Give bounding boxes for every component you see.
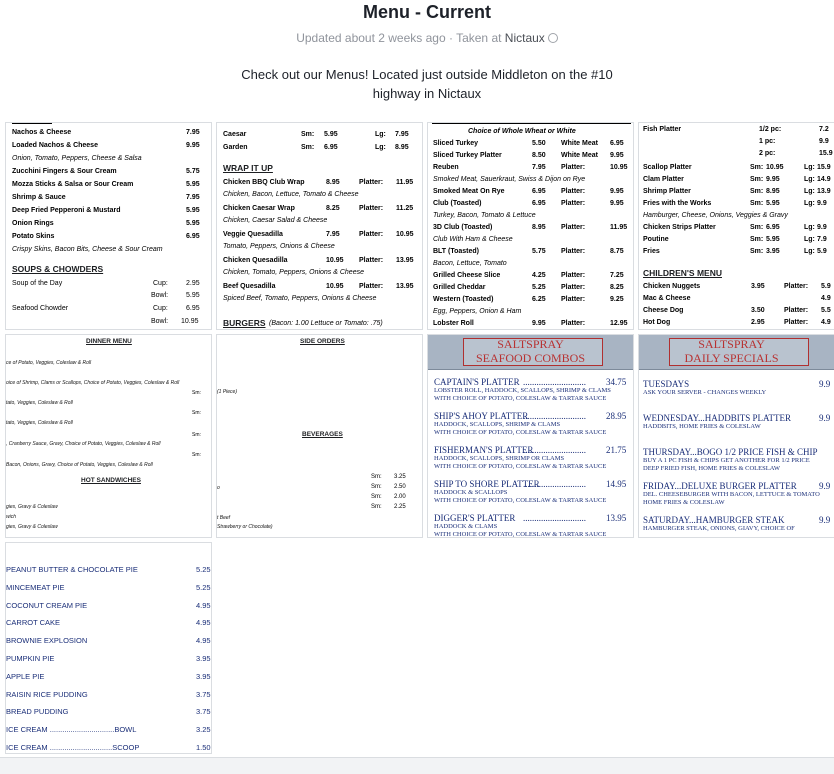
item-name: Mac & Cheese [643, 295, 691, 302]
combo-description: WITH CHOICE OF POTATO, COLESLAW & TARTAR SAUCE [434, 395, 607, 402]
dessert-price: 3.95 [196, 654, 211, 663]
side-orders-heading: SIDE ORDERS [300, 338, 345, 345]
platter-label: Platter: [784, 307, 809, 314]
sm-price: 8.95 [766, 188, 780, 195]
fish-size-label: 1 pc: [759, 138, 776, 145]
item-price: 4.25 [532, 272, 546, 279]
item-description: Chicken, Tomato, Peppers, Onions & Cheese [223, 269, 364, 276]
soup-cup-price: 2.95 [186, 280, 200, 287]
right-price: 9.95 [610, 188, 624, 195]
album-description [0, 65, 834, 103]
combo-description: HADDOCK & SCALLOPS [434, 489, 508, 496]
item-name: Nachos & Cheese [12, 129, 72, 136]
lg-label: Lg: [375, 131, 386, 138]
bev-fragment: Strawberry or Chocolate) [217, 524, 273, 530]
hot-sandwiches-heading: HOT SANDWICHES [81, 477, 141, 484]
right-price: 8.25 [610, 284, 624, 291]
item-price: 8.95 [326, 179, 340, 186]
item-name: Beef Quesadilla [223, 283, 276, 290]
item-name: Grilled Cheese Slice [433, 272, 501, 279]
banner-line: DAILY SPECIALS [684, 351, 779, 365]
album-title: Menu - Current [363, 2, 491, 22]
item-name: Grilled Cheddar [433, 284, 486, 291]
platter-price: 4.9 [821, 319, 831, 326]
lg-price: 7.9 [817, 236, 827, 243]
item-name: Fries [643, 248, 660, 255]
sm-label: Sm: [192, 390, 201, 396]
fish-price: 15.9 [819, 150, 833, 157]
lg-price: 15.9 [817, 164, 831, 171]
menu-photo-sandwiches[interactable] [427, 122, 634, 330]
lg-price: 13.9 [817, 188, 831, 195]
chowder-cup-price: 6.95 [186, 305, 200, 312]
platter-label: Platter: [784, 319, 809, 326]
platter-label: Platter: [359, 231, 384, 238]
item-price: 10.95 [326, 283, 344, 290]
saltspray-banner [639, 335, 834, 370]
soups-heading: SOUPS & CHOWDERS [12, 264, 104, 274]
item-price: 5.95 [186, 181, 200, 188]
platter-price: 4.9 [821, 295, 831, 302]
dessert-name: PEANUT BUTTER & CHOCOLATE PIE [6, 565, 138, 574]
updated-time[interactable]: Updated about 2 weeks ago [296, 31, 446, 45]
bowl-label: Bowl: [151, 292, 169, 299]
special-description: HAMBURGER STEAK, ONIONS, GIAVY, CHOICE OF [643, 525, 795, 532]
right-label: Platter: [561, 188, 586, 195]
sm-label: Sm: [371, 474, 382, 480]
fish-price: 9.9 [819, 138, 829, 145]
sm-label: Sm: [371, 494, 382, 500]
right-price: 7.25 [610, 272, 624, 279]
right-price: 9.25 [610, 296, 624, 303]
dot-leader: ............................ [523, 445, 586, 455]
right-label: White Meat [561, 152, 598, 159]
banner-line: SALTSPRAY [497, 337, 564, 351]
divider [432, 123, 631, 124]
dessert-price: 4.95 [196, 600, 211, 610]
item-name: Deep Fried Pepperoni & Mustard [12, 207, 121, 214]
item-name: Zucchini Fingers & Sour Cream [12, 168, 117, 175]
menu-photo-dinner[interactable] [5, 334, 212, 538]
item-name: Chicken Caesar Wrap [223, 205, 295, 212]
item-name: Garden [223, 144, 248, 151]
platter-price: 13.95 [396, 257, 414, 264]
right-label: White Meat [561, 140, 598, 147]
item-price: 6.95 [532, 188, 546, 195]
right-price: 12.95 [610, 320, 628, 327]
item-price: 5.95 [324, 131, 338, 138]
soup-name: Soup of the Day [12, 280, 63, 287]
item-name: Caesar [223, 131, 247, 138]
platter-price: 10.95 [396, 231, 414, 238]
platter-price: 11.25 [396, 205, 414, 212]
lg-label: Lg: [804, 236, 815, 243]
item-name: Sliced Turkey Platter [433, 152, 502, 159]
lg-label: Lg: [804, 224, 815, 231]
dessert-name: PUMPKIN PIE [6, 654, 55, 663]
platter-label: Platter: [784, 283, 809, 290]
dinner-heading: DINNER MENU [86, 338, 132, 345]
combo-price: 28.95 [606, 411, 627, 421]
item-name: Chicken Quesadilla [223, 257, 288, 264]
item-description: Smoked Meat, Sauerkraut, Swiss & Dijon on Rye [433, 176, 586, 183]
item-name: Chicken Strips Platter [643, 224, 716, 231]
dinner-desc: tato, Veggies, Coleslaw & Roll [6, 400, 73, 406]
menu-photo-seafood-combos[interactable] [427, 334, 634, 538]
fish-price: 7.2 [819, 126, 829, 133]
lg-label: Lg: [804, 188, 815, 195]
location-link[interactable]: Nictaux [504, 31, 545, 45]
dinner-desc: , Cranberry Sauce, Gravy, Choice of Potato, Veggies, Coleslaw & Roll [6, 441, 161, 447]
special-description: ASK YOUR SERVER - CHANGES WEEKLY [643, 389, 767, 396]
menu-photo-wraps[interactable] [216, 122, 423, 330]
dot-leader: ............................ [523, 513, 586, 523]
item-price: 5.50 [532, 140, 546, 147]
dessert-price: 3.75 [196, 707, 211, 717]
dessert-name: MINCEMEAT PIE [6, 582, 65, 592]
special-description: HADDBITS, HOME FRIES & COLESLAW [643, 423, 761, 430]
item-price: 3.50 [751, 307, 765, 314]
sm-label: Sm: [371, 484, 382, 490]
platter-label: Platter: [359, 257, 384, 264]
chowder-bowl-price: 10.95 [181, 318, 199, 325]
sm-label: Sm: [192, 452, 201, 458]
bev-price: 2.25 [394, 504, 406, 510]
globe-icon [548, 33, 558, 43]
right-label: Platter: [561, 200, 586, 207]
item-name: Reuben [433, 164, 459, 171]
combo-name: SHIP'S AHOY PLATTER [434, 411, 529, 421]
item-price: 5.95 [186, 207, 200, 214]
meta-separator: · Taken at [445, 31, 505, 45]
special-description: HOME FRIES & COLESLAW [643, 499, 725, 506]
item-name: Cheese Dog [643, 307, 684, 314]
special-price: 9.9 [819, 379, 831, 389]
item-name: Onion Rings [12, 220, 54, 227]
bowl-label: Bowl: [151, 318, 169, 325]
right-label: Platter: [561, 248, 586, 255]
item-name: Shrimp Platter [643, 188, 691, 195]
dot-leader: ............................ [523, 479, 586, 489]
item-description: Chicken, Caesar Salad & Cheese [223, 217, 328, 224]
lg-price: 14.9 [817, 176, 831, 183]
bev-fragment: t Beef [217, 515, 231, 521]
item-description: Bacon, Lettuce, Tomato [433, 260, 507, 267]
item-price: 7.95 [186, 129, 200, 136]
lg-label: Lg: [804, 164, 815, 171]
platter-label: Platter: [359, 283, 384, 290]
sm-price: 9.95 [766, 176, 780, 183]
special-price: 9.9 [819, 481, 831, 491]
platter-price: 5.9 [821, 283, 831, 290]
combo-description: WITH CHOICE OF POTATO, COLESLAW & TARTAR SAUCE [434, 497, 607, 504]
dinner-desc: tato, Veggies, Coleslaw & Roll [6, 420, 73, 426]
dessert-name: RAISIN RICE PUDDING [6, 689, 88, 699]
item-price: 7.95 [326, 231, 340, 238]
item-price: 5.95 [186, 220, 200, 227]
item-description: Chicken, Bacon, Lettuce, Tomato & Cheese [223, 191, 359, 198]
banner-line: SEAFOOD COMBOS [475, 351, 586, 365]
item-price: 3.95 [751, 283, 765, 290]
platter-price: 5.5 [821, 307, 831, 314]
sm-price: 3.95 [766, 248, 780, 255]
special-name: FRIDAY...DELUXE BURGER PLATTER [643, 481, 797, 491]
cup-label: Cup: [153, 305, 168, 312]
burgers-note: (Bacon: 1.00 Lettuce or Tomato: .75) [269, 320, 383, 327]
lg-label: Lg: [804, 176, 815, 183]
description-line: Check out our Menus! Located just outside Middleton on the #10 [241, 67, 613, 82]
special-name: THURSDAY...BOGO 1/2 PRICE FISH & CHIP [643, 447, 818, 457]
item-description: Turkey, Bacon, Tomato & Lettuce [433, 212, 536, 219]
item-name: Potato Skins [12, 233, 55, 240]
menu-photo-desserts[interactable] [5, 542, 212, 754]
sm-label: Sm: [750, 224, 764, 231]
divider [12, 123, 52, 124]
dessert-price: 4.95 [196, 618, 211, 628]
lg-price: 9.9 [817, 200, 827, 207]
menu-photo-sides[interactable] [216, 334, 423, 538]
sm-label: Sm: [192, 432, 201, 438]
dessert-name: ICE CREAM ..............................SCOOP [6, 743, 140, 752]
right-price: 9.95 [610, 200, 624, 207]
dessert-price: 3.75 [196, 689, 211, 699]
dessert-name: ICE CREAM ...............................BOWL [6, 725, 137, 735]
item-name: Fish Platter [643, 126, 682, 133]
combo-name: FISHERMAN'S PLATTER [434, 445, 534, 455]
dinner-desc: oice of Shrimp, Clams or Scallops, Choice of Potato, Veggies, Coleslaw & Roll [6, 380, 180, 386]
side-note: (1 Piece) [217, 389, 238, 395]
right-label: Platter: [561, 284, 586, 291]
burgers-heading: BURGERS [223, 318, 266, 328]
item-price: 6.95 [324, 144, 338, 151]
item-name: Veggie Quesadilla [223, 231, 283, 238]
combo-description: HADDOCK, SCALLOPS, SHRIMP OR CLAMS [434, 455, 565, 462]
beverages-heading: BEVERAGES [302, 431, 343, 438]
item-name: Chicken BBQ Club Wrap [223, 179, 305, 186]
comments-bar [0, 757, 834, 774]
right-label: Platter: [561, 224, 586, 231]
dessert-price: 3.25 [196, 725, 211, 735]
combo-price: 21.75 [606, 445, 627, 455]
soup-bowl-price: 5.95 [186, 292, 200, 299]
item-description: Tomato, Peppers, Onions & Cheese [223, 243, 335, 250]
kids-heading: CHILDREN'S MENU [643, 268, 722, 278]
fish-size-label: 2 pc: [759, 150, 776, 157]
combo-description: LOBSTER ROLL, HADDOCK, SCALLOPS, SHRIMP & CLAMS [434, 387, 611, 394]
cup-label: Cup: [153, 280, 168, 287]
item-price: 8.95 [532, 224, 546, 231]
platter-price: 13.95 [396, 283, 414, 290]
item-price: 10.95 [326, 257, 344, 264]
item-price: 6.95 [186, 233, 200, 240]
item-price: 7.95 [186, 194, 200, 201]
sm-price: 6.95 [766, 224, 780, 231]
item-name: Loaded Nachos & Cheese [12, 142, 98, 149]
item-description: Crispy Skins, Bacon Bits, Cheese & Sour Cream [12, 246, 163, 253]
sm-label: Sm: [750, 248, 764, 255]
combo-name: SHIP TO SHORE PLATTER [434, 479, 540, 489]
combo-name: CAPTAIN'S PLATTER [434, 377, 520, 387]
dessert-price: 1.50 [196, 743, 211, 752]
dessert-name: BREAD PUDDING [6, 707, 69, 717]
item-description: Hamburger, Cheese, Onions, Veggies & Gravy [643, 212, 788, 219]
item-name: Smoked Meat On Rye [433, 188, 505, 195]
sm-label: Sm: [371, 504, 382, 510]
sm-price: 5.95 [766, 200, 780, 207]
item-price: 8.95 [395, 144, 409, 151]
special-description: BUY A 1 PC FISH & CHIPS GET ANOTHER FOR 1/2 PRICE [643, 457, 810, 464]
right-price: 9.95 [610, 152, 624, 159]
sm-price: 5.95 [766, 236, 780, 243]
sm-price: 10.95 [766, 164, 784, 171]
item-description: Onion, Tomato, Peppers, Cheese & Salsa [12, 155, 142, 162]
item-price: 9.95 [532, 320, 546, 327]
item-price: 6.25 [532, 296, 546, 303]
special-description: DEL. CHEESEBURGER WITH BACON, LETTUCE & TOMATO [643, 491, 820, 498]
bev-price: 2.50 [394, 484, 406, 490]
platter-label: Platter: [359, 205, 384, 212]
dinner-desc: gies, Gravy & Coleslaw [6, 524, 58, 530]
menu-photo-appetizers[interactable] [5, 122, 212, 330]
platter-label: Platter: [359, 179, 384, 186]
dinner-desc: Bacon, Onions, Gravy, Choice of Potato, Veggies, Coleslaw & Roll [6, 462, 153, 468]
bev-price: 2.00 [394, 494, 406, 500]
lg-price: 5.9 [817, 248, 827, 255]
sm-label: Sm: [192, 410, 201, 416]
dessert-name: BROWNIE EXPLOSION [6, 636, 88, 646]
combo-description: HADDOCK & CLAMS [434, 523, 498, 530]
item-name: Clam Platter [643, 176, 684, 183]
dessert-price: 5.25 [196, 582, 211, 592]
lg-label: Lg: [375, 144, 386, 151]
sm-label: Sm: [301, 131, 315, 138]
item-name: Scallop Platter [643, 164, 692, 171]
right-label: Platter: [561, 320, 586, 327]
lg-price: 9.9 [817, 224, 827, 231]
item-name: 3D Club (Toasted) [433, 224, 493, 231]
item-name: Fries with the Works [643, 200, 712, 207]
item-price: 7.95 [395, 131, 409, 138]
item-price: 8.25 [326, 205, 340, 212]
sm-label: Sm: [750, 176, 764, 183]
item-name: Poutine [643, 236, 669, 243]
dessert-price: 3.95 [196, 671, 211, 681]
saltspray-banner [428, 335, 633, 370]
dessert-price: 5.25 [196, 565, 211, 574]
item-name: Sliced Turkey [433, 140, 479, 147]
combo-description: WITH CHOICE OF POTATO, COLESLAW & TARTAR SAUCE [434, 429, 607, 436]
special-name: SATURDAY...HAMBURGER STEAK [643, 515, 785, 525]
item-description: Egg, Peppers, Onion & Ham [433, 308, 522, 315]
special-name: WEDNESDAY...HADDBITS PLATTER [643, 413, 792, 423]
item-price: 8.50 [532, 152, 546, 159]
right-label: Platter: [561, 296, 586, 303]
right-label: Platter: [561, 272, 586, 279]
lg-label: Lg: [804, 200, 815, 207]
dot-leader: ............................ [523, 377, 586, 387]
banner-line: SALTSPRAY [698, 337, 765, 351]
item-name: Lobster Roll [433, 320, 474, 327]
sm-label: Sm: [750, 236, 764, 243]
bev-price: 3.25 [394, 474, 406, 480]
sm-label: Sm: [750, 188, 764, 195]
sm-label: Sm: [301, 144, 315, 151]
right-price: 10.95 [610, 164, 628, 171]
combo-price: 13.95 [606, 513, 627, 523]
item-price: 2.95 [751, 319, 765, 326]
combo-description: WITH CHOICE OF POTATO, COLESLAW & TARTAR SAUCE [434, 531, 607, 538]
right-label: Platter: [561, 164, 586, 171]
item-name: Shrimp & Sauce [12, 194, 66, 201]
item-price: 6.95 [532, 200, 546, 207]
wrap-heading: WRAP IT UP [223, 163, 273, 173]
item-price: 5.25 [532, 284, 546, 291]
fish-size-label: 1/2 pc: [759, 126, 782, 133]
platter-price: 11.95 [396, 179, 414, 186]
combo-name: DIGGER'S PLATTER [434, 513, 516, 523]
item-price: 7.95 [532, 164, 546, 171]
album-header [0, 0, 834, 120]
dessert-name: COCONUT CREAM PIE [6, 600, 88, 610]
right-price: 8.75 [610, 248, 624, 255]
item-price: 9.95 [186, 142, 200, 149]
album-meta [0, 31, 834, 45]
dessert-name: APPLE PIE [6, 671, 45, 681]
item-name: BLT (Toasted) [433, 248, 480, 255]
dinner-desc: ce of Potato, Veggies, Coleslaw & Roll [6, 360, 92, 366]
item-description: Club With Ham & Cheese [433, 236, 513, 243]
item-name: Hot Dog [643, 319, 671, 326]
special-price: 9.9 [819, 515, 831, 525]
bread-choice: Choice of Whole Wheat or White [468, 128, 576, 135]
dessert-price: 4.95 [196, 636, 211, 646]
item-name: Western (Toasted) [433, 296, 494, 303]
dinner-desc: gies, Gravy & Coleslaw [6, 504, 58, 510]
combo-price: 14.95 [606, 479, 627, 489]
combo-price: 34.75 [606, 377, 627, 387]
bev-fragment: o [217, 485, 220, 491]
sm-label: Sm: [750, 200, 764, 207]
item-price: 5.75 [186, 168, 200, 175]
item-name: Club (Toasted) [433, 200, 482, 207]
lg-label: Lg: [804, 248, 815, 255]
special-price: 9.9 [819, 413, 831, 423]
sm-label: Sm: [750, 164, 764, 171]
description-line: highway in Nictaux [372, 86, 482, 101]
item-description: Spiced Beef, Tomato, Peppers, Onions & Cheese [223, 295, 377, 302]
dinner-desc: wich [6, 514, 17, 520]
menu-photo-daily-specials[interactable] [638, 334, 834, 538]
dot-leader: ............................ [523, 411, 586, 421]
combo-description: WITH CHOICE OF POTATO, COLESLAW & TARTAR SAUCE [434, 463, 607, 470]
right-price: 11.95 [610, 224, 628, 231]
chowder-name: Seafood Chowder [12, 305, 69, 312]
special-name: TUESDAYS [643, 379, 690, 389]
item-name: Chicken Nuggets [643, 283, 701, 290]
menu-photo-fish-kids[interactable] [638, 122, 834, 330]
item-price: 5.75 [532, 248, 546, 255]
right-price: 6.95 [610, 140, 624, 147]
dessert-name: CARROT CAKE [6, 618, 61, 628]
item-name: Mozza Sticks & Salsa or Sour Cream [12, 181, 134, 188]
special-description: DEEP FRIED FISH, HOME FRIES & COLESLAW [643, 465, 781, 472]
combo-description: HADDOCK, SCALLOPS, SHRIMP & CLAMS [434, 421, 561, 428]
